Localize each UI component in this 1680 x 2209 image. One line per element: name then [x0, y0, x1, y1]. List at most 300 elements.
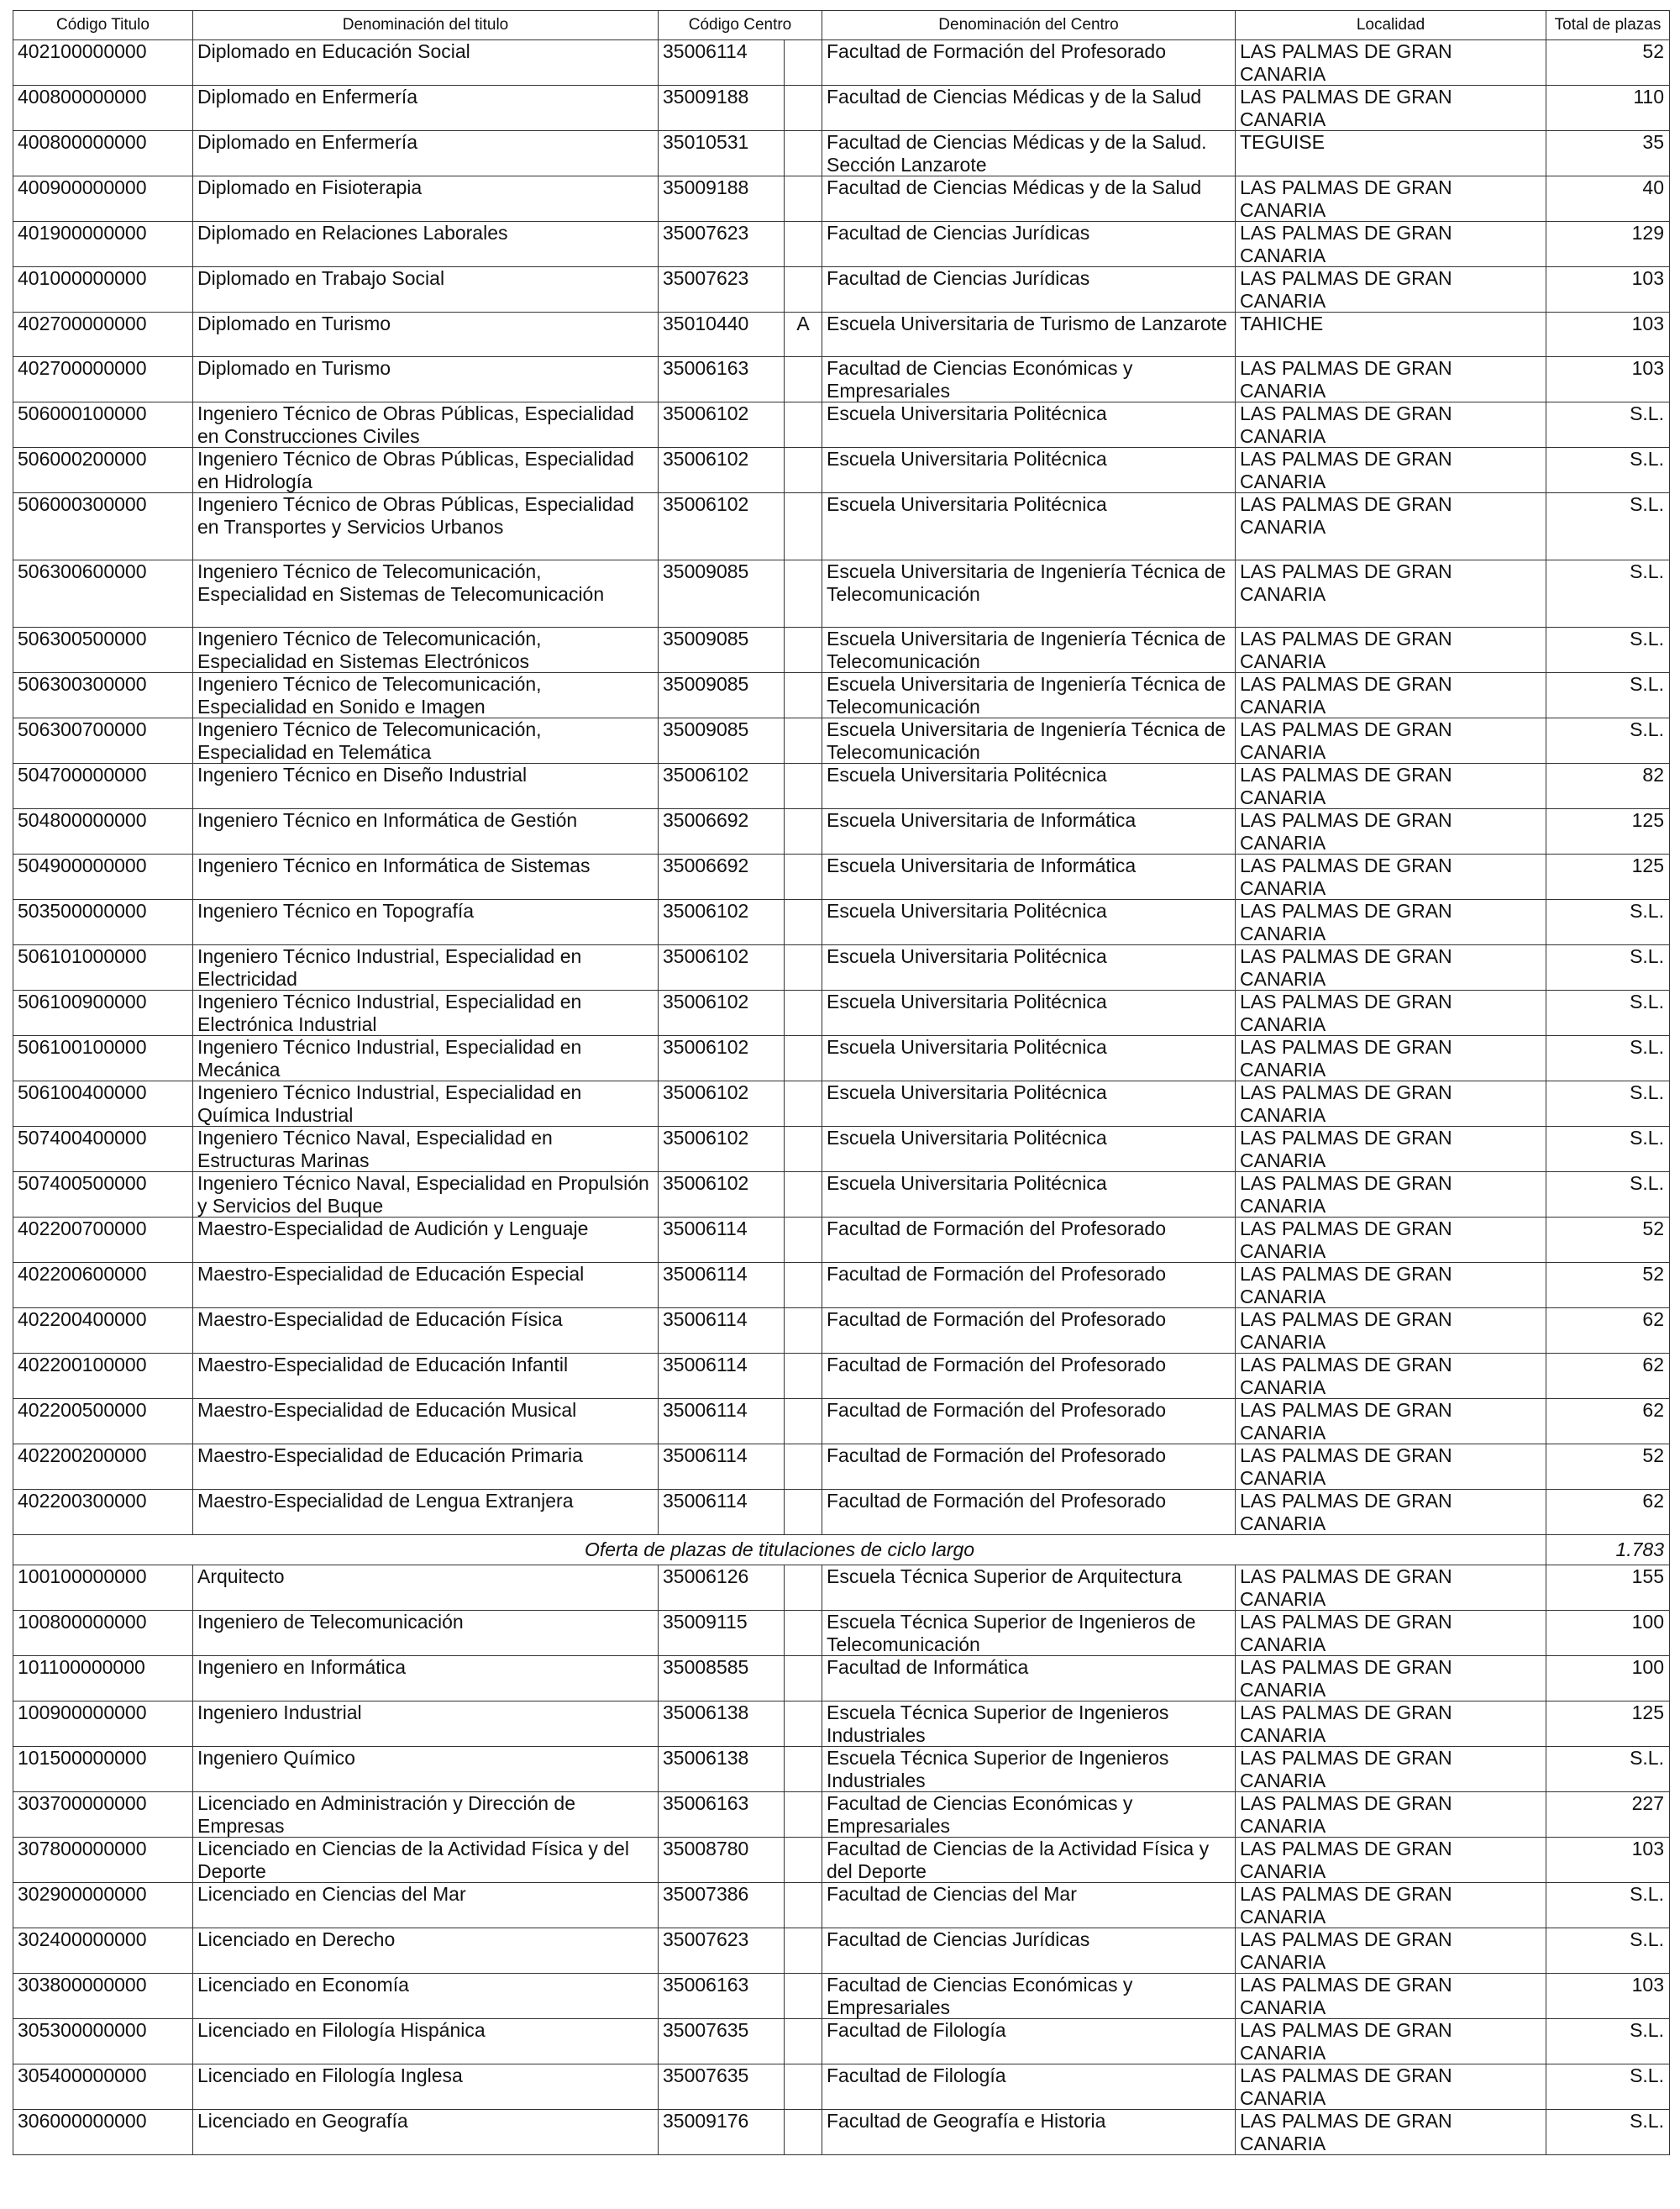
row-codigo-centro: 35009085 — [659, 718, 785, 764]
row-localidad: LAS PALMAS DE GRAN CANARIA — [1236, 1172, 1546, 1218]
row-total-plazas: 82 — [1546, 764, 1670, 809]
row-localidad: LAS PALMAS DE GRAN CANARIA — [1236, 1883, 1546, 1928]
row-codigo-titulo: 507400400000 — [13, 1127, 193, 1172]
row-localidad: LAS PALMAS DE GRAN CANARIA — [1236, 1974, 1546, 2019]
row-codigo-centro: 35006102 — [659, 900, 785, 945]
row-codigo-centro: 35009085 — [659, 673, 785, 718]
row-denominacion-titulo: Licenciado en Filología Hispánica — [193, 2019, 659, 2064]
row-codigo-centro: 35010440 — [659, 313, 785, 357]
table-row — [13, 2019, 1670, 2064]
row-denominacion-titulo: Ingeniero Técnico en Informática de Gestión — [193, 809, 659, 855]
row-localidad: LAS PALMAS DE GRAN CANARIA — [1236, 900, 1546, 945]
row-localidad: LAS PALMAS DE GRAN CANARIA — [1236, 1263, 1546, 1308]
row-codigo-centro: 35006114 — [659, 1354, 785, 1399]
row-denominacion-titulo: Ingeniero Técnico en Topografía — [193, 900, 659, 945]
table-row — [13, 40, 1670, 86]
row-codigo-titulo: 504700000000 — [13, 764, 193, 809]
row-localidad: LAS PALMAS DE GRAN CANARIA — [1236, 1656, 1546, 1701]
table-row — [13, 448, 1670, 493]
table-row — [13, 718, 1670, 764]
row-denominacion-titulo: Diplomado en Turismo — [193, 357, 659, 402]
row-total-plazas: S.L. — [1546, 402, 1670, 448]
row-centro-flag — [785, 1172, 822, 1218]
header-denominacion-centro: Denominación del Centro — [822, 11, 1236, 40]
row-denominacion-titulo: Licenciado en Geografía — [193, 2110, 659, 2155]
row-denominacion-centro: Facultad de Formación del Profesorado — [822, 1490, 1236, 1535]
row-denominacion-centro: Escuela Universitaria de Ingeniería Técnica de Telecomunicación — [822, 718, 1236, 764]
row-localidad: LAS PALMAS DE GRAN CANARIA — [1236, 222, 1546, 267]
row-denominacion-titulo: Ingeniero Técnico de Obras Públicas, Especialidad en Hidrología — [193, 448, 659, 493]
table-row — [13, 1565, 1670, 1611]
row-denominacion-centro: Escuela Universitaria Politécnica — [822, 1127, 1236, 1172]
table-row — [13, 900, 1670, 945]
row-centro-flag — [785, 267, 822, 313]
row-centro-flag — [785, 1883, 822, 1928]
row-localidad: LAS PALMAS DE GRAN CANARIA — [1236, 991, 1546, 1036]
subtotal-row — [13, 1535, 1670, 1565]
table-row — [13, 1928, 1670, 1974]
row-codigo-titulo: 506300600000 — [13, 560, 193, 628]
row-centro-flag — [785, 40, 822, 86]
header-denominacion-titulo: Denominación del titulo — [193, 11, 659, 40]
row-localidad: LAS PALMAS DE GRAN CANARIA — [1236, 855, 1546, 900]
row-centro-flag — [785, 2019, 822, 2064]
row-codigo-centro: 35006114 — [659, 1218, 785, 1263]
row-total-plazas: S.L. — [1546, 718, 1670, 764]
row-denominacion-centro: Escuela Universitaria Politécnica — [822, 1172, 1236, 1218]
row-total-plazas: S.L. — [1546, 1747, 1670, 1792]
row-denominacion-centro: Escuela Universitaria de Informática — [822, 809, 1236, 855]
table-row — [13, 1399, 1670, 1444]
row-denominacion-titulo: Ingeniero Químico — [193, 1747, 659, 1792]
row-total-plazas: 62 — [1546, 1308, 1670, 1354]
table-row — [13, 1218, 1670, 1263]
row-codigo-centro: 35009085 — [659, 628, 785, 673]
row-centro-flag — [785, 1036, 822, 1081]
row-codigo-titulo: 506000300000 — [13, 493, 193, 560]
row-codigo-titulo: 506300300000 — [13, 673, 193, 718]
table-row — [13, 1444, 1670, 1490]
row-denominacion-centro: Escuela Universitaria Politécnica — [822, 402, 1236, 448]
row-denominacion-centro: Escuela Universitaria Politécnica — [822, 493, 1236, 560]
table-row — [13, 2110, 1670, 2155]
row-codigo-centro: 35007623 — [659, 222, 785, 267]
row-total-plazas: 100 — [1546, 1656, 1670, 1701]
row-localidad: TAHICHE — [1236, 313, 1546, 357]
row-denominacion-titulo: Maestro-Especialidad de Educación Musical — [193, 1399, 659, 1444]
row-total-plazas: 100 — [1546, 1611, 1670, 1656]
table-row — [13, 1490, 1670, 1535]
row-codigo-titulo: 303800000000 — [13, 1974, 193, 2019]
row-denominacion-centro: Facultad de Formación del Profesorado — [822, 1218, 1236, 1263]
row-total-plazas: S.L. — [1546, 1081, 1670, 1127]
row-centro-flag — [785, 855, 822, 900]
row-denominacion-centro: Facultad de Ciencias Médicas y de la Salud — [822, 86, 1236, 131]
row-total-plazas: 125 — [1546, 1701, 1670, 1747]
table-row — [13, 1611, 1670, 1656]
row-codigo-centro: 35006102 — [659, 493, 785, 560]
row-total-plazas: 52 — [1546, 40, 1670, 86]
row-total-plazas: 103 — [1546, 1974, 1670, 2019]
plazas-table — [13, 10, 1670, 2155]
row-centro-flag — [785, 1792, 822, 1838]
row-centro-flag — [785, 673, 822, 718]
row-localidad: LAS PALMAS DE GRAN CANARIA — [1236, 176, 1546, 222]
row-codigo-centro: 35009188 — [659, 176, 785, 222]
table-row — [13, 1263, 1670, 1308]
row-codigo-centro: 35007635 — [659, 2019, 785, 2064]
row-codigo-titulo: 402700000000 — [13, 357, 193, 402]
row-codigo-centro: 35006114 — [659, 40, 785, 86]
row-denominacion-centro: Escuela Universitaria Politécnica — [822, 900, 1236, 945]
row-centro-flag — [785, 448, 822, 493]
row-localidad: LAS PALMAS DE GRAN CANARIA — [1236, 628, 1546, 673]
table-row — [13, 560, 1670, 628]
row-codigo-titulo: 402200200000 — [13, 1444, 193, 1490]
row-denominacion-centro: Escuela Técnica Superior de Ingenieros Industriales — [822, 1701, 1236, 1747]
row-localidad: LAS PALMAS DE GRAN CANARIA — [1236, 2064, 1546, 2110]
row-denominacion-centro: Facultad de Ciencias Médicas y de la Salud — [822, 176, 1236, 222]
row-denominacion-centro: Facultad de Formación del Profesorado — [822, 1263, 1236, 1308]
row-denominacion-titulo: Diplomado en Educación Social — [193, 40, 659, 86]
row-localidad: LAS PALMAS DE GRAN CANARIA — [1236, 1354, 1546, 1399]
row-centro-flag — [785, 1838, 822, 1883]
row-codigo-centro: 35006163 — [659, 1792, 785, 1838]
row-centro-flag — [785, 809, 822, 855]
row-denominacion-centro: Escuela Universitaria Politécnica — [822, 448, 1236, 493]
row-centro-flag — [785, 1081, 822, 1127]
row-codigo-centro: 35006114 — [659, 1308, 785, 1354]
table-row — [13, 402, 1670, 448]
row-total-plazas: 62 — [1546, 1354, 1670, 1399]
row-localidad: LAS PALMAS DE GRAN CANARIA — [1236, 1218, 1546, 1263]
row-total-plazas: 103 — [1546, 267, 1670, 313]
row-localidad: LAS PALMAS DE GRAN CANARIA — [1236, 2019, 1546, 2064]
row-denominacion-titulo: Arquitecto — [193, 1565, 659, 1611]
row-denominacion-titulo: Diplomado en Trabajo Social — [193, 267, 659, 313]
row-denominacion-titulo: Ingeniero Técnico de Telecomunicación, Especialidad en Telemática — [193, 718, 659, 764]
table-row — [13, 1656, 1670, 1701]
row-total-plazas: 155 — [1546, 1565, 1670, 1611]
row-denominacion-titulo: Licenciado en Filología Inglesa — [193, 2064, 659, 2110]
header-codigo-titulo: Código Titulo — [13, 11, 193, 40]
row-localidad: LAS PALMAS DE GRAN CANARIA — [1236, 1838, 1546, 1883]
row-denominacion-centro: Escuela Universitaria Politécnica — [822, 1036, 1236, 1081]
table-row — [13, 1308, 1670, 1354]
row-codigo-titulo: 402200400000 — [13, 1308, 193, 1354]
row-denominacion-centro: Facultad de Ciencias Jurídicas — [822, 1928, 1236, 1974]
row-centro-flag — [785, 1308, 822, 1354]
row-centro-flag — [785, 1263, 822, 1308]
row-denominacion-centro: Facultad de Ciencias del Mar — [822, 1883, 1236, 1928]
row-total-plazas: 62 — [1546, 1399, 1670, 1444]
row-denominacion-titulo: Ingeniero Técnico de Telecomunicación, Especialidad en Sistemas de Telecomunicación — [193, 560, 659, 628]
row-denominacion-centro: Escuela Universitaria de Turismo de Lanzarote — [822, 313, 1236, 357]
row-codigo-centro: 35006114 — [659, 1263, 785, 1308]
row-localidad: LAS PALMAS DE GRAN CANARIA — [1236, 86, 1546, 131]
row-localidad: LAS PALMAS DE GRAN CANARIA — [1236, 1127, 1546, 1172]
row-denominacion-titulo: Ingeniero Técnico de Telecomunicación, Especialidad en Sonido e Imagen — [193, 673, 659, 718]
row-denominacion-titulo: Diplomado en Fisioterapia — [193, 176, 659, 222]
row-codigo-titulo: 504900000000 — [13, 855, 193, 900]
row-denominacion-centro: Facultad de Formación del Profesorado — [822, 1354, 1236, 1399]
table-row — [13, 1701, 1670, 1747]
header-total-plazas: Total de plazas — [1546, 11, 1670, 40]
row-denominacion-centro: Facultad de Filología — [822, 2064, 1236, 2110]
row-total-plazas: 125 — [1546, 855, 1670, 900]
row-denominacion-centro: Escuela Universitaria de Informática — [822, 855, 1236, 900]
row-codigo-titulo: 507400500000 — [13, 1172, 193, 1218]
row-total-plazas: 129 — [1546, 222, 1670, 267]
table-row — [13, 493, 1670, 560]
row-centro-flag — [785, 1127, 822, 1172]
row-total-plazas: 52 — [1546, 1444, 1670, 1490]
table-row — [13, 86, 1670, 131]
row-localidad: LAS PALMAS DE GRAN CANARIA — [1236, 1565, 1546, 1611]
table-row — [13, 1883, 1670, 1928]
row-localidad: LAS PALMAS DE GRAN CANARIA — [1236, 718, 1546, 764]
row-localidad: LAS PALMAS DE GRAN CANARIA — [1236, 945, 1546, 991]
row-codigo-centro: 35006126 — [659, 1565, 785, 1611]
row-total-plazas: 52 — [1546, 1218, 1670, 1263]
row-codigo-centro: 35007635 — [659, 2064, 785, 2110]
row-centro-flag — [785, 1218, 822, 1263]
row-codigo-titulo: 506100900000 — [13, 991, 193, 1036]
row-total-plazas: S.L. — [1546, 1928, 1670, 1974]
row-centro-flag — [785, 1611, 822, 1656]
row-denominacion-centro: Escuela Universitaria de Ingeniería Técnica de Telecomunicación — [822, 560, 1236, 628]
row-centro-flag — [785, 1354, 822, 1399]
row-codigo-centro: 35009176 — [659, 2110, 785, 2155]
table-row — [13, 945, 1670, 991]
subtotal-label: Oferta de plazas de titulaciones de ciclo largo — [13, 1535, 1546, 1565]
row-codigo-titulo: 506000100000 — [13, 402, 193, 448]
row-codigo-centro: 35009085 — [659, 560, 785, 628]
row-denominacion-titulo: Licenciado en Economía — [193, 1974, 659, 2019]
row-centro-flag — [785, 86, 822, 131]
table-row — [13, 131, 1670, 176]
row-localidad: LAS PALMAS DE GRAN CANARIA — [1236, 764, 1546, 809]
row-codigo-centro: 35006102 — [659, 764, 785, 809]
row-codigo-titulo: 305300000000 — [13, 2019, 193, 2064]
row-total-plazas: S.L. — [1546, 1127, 1670, 1172]
table-row — [13, 1036, 1670, 1081]
row-codigo-titulo: 101500000000 — [13, 1747, 193, 1792]
row-localidad: LAS PALMAS DE GRAN CANARIA — [1236, 2110, 1546, 2155]
row-denominacion-titulo: Ingeniero Industrial — [193, 1701, 659, 1747]
row-denominacion-centro: Facultad de Formación del Profesorado — [822, 1444, 1236, 1490]
row-localidad: LAS PALMAS DE GRAN CANARIA — [1236, 40, 1546, 86]
row-localidad: TEGUISE — [1236, 131, 1546, 176]
row-total-plazas: S.L. — [1546, 1883, 1670, 1928]
row-localidad: LAS PALMAS DE GRAN CANARIA — [1236, 560, 1546, 628]
row-denominacion-titulo: Licenciado en Ciencias del Mar — [193, 1883, 659, 1928]
row-denominacion-titulo: Ingeniero Técnico de Obras Públicas, Especialidad en Construcciones Civiles — [193, 402, 659, 448]
row-denominacion-centro: Escuela Universitaria Politécnica — [822, 991, 1236, 1036]
row-codigo-titulo: 402200600000 — [13, 1263, 193, 1308]
row-denominacion-titulo: Ingeniero Técnico Naval, Especialidad en Estructuras Marinas — [193, 1127, 659, 1172]
row-codigo-titulo: 303700000000 — [13, 1792, 193, 1838]
row-denominacion-centro: Escuela Universitaria Politécnica — [822, 764, 1236, 809]
row-codigo-titulo: 100800000000 — [13, 1611, 193, 1656]
table-row — [13, 1838, 1670, 1883]
row-codigo-titulo: 307800000000 — [13, 1838, 193, 1883]
row-codigo-titulo: 506100400000 — [13, 1081, 193, 1127]
row-denominacion-centro: Facultad de Formación del Profesorado — [822, 1308, 1236, 1354]
table-row — [13, 1081, 1670, 1127]
row-centro-flag — [785, 222, 822, 267]
row-total-plazas: S.L. — [1546, 2110, 1670, 2155]
row-denominacion-titulo: Ingeniero en Informática — [193, 1656, 659, 1701]
row-total-plazas: 110 — [1546, 86, 1670, 131]
table-row — [13, 1974, 1670, 2019]
row-codigo-titulo: 402100000000 — [13, 40, 193, 86]
row-codigo-titulo: 402200100000 — [13, 1354, 193, 1399]
row-denominacion-centro: Escuela Universitaria Politécnica — [822, 945, 1236, 991]
row-denominacion-centro: Facultad de Ciencias Jurídicas — [822, 267, 1236, 313]
table-row — [13, 764, 1670, 809]
row-centro-flag — [785, 764, 822, 809]
row-total-plazas: 125 — [1546, 809, 1670, 855]
table-row — [13, 1172, 1670, 1218]
row-codigo-centro: 35006102 — [659, 1081, 785, 1127]
row-centro-flag — [785, 1701, 822, 1747]
row-codigo-titulo: 305400000000 — [13, 2064, 193, 2110]
row-codigo-centro: 35006114 — [659, 1490, 785, 1535]
row-localidad: LAS PALMAS DE GRAN CANARIA — [1236, 1081, 1546, 1127]
row-denominacion-titulo: Ingeniero Técnico Naval, Especialidad en Propulsión y Servicios del Buque — [193, 1172, 659, 1218]
row-denominacion-centro: Escuela Técnica Superior de Ingenieros de Telecomunicación — [822, 1611, 1236, 1656]
row-codigo-centro: 35006102 — [659, 991, 785, 1036]
row-total-plazas: S.L. — [1546, 560, 1670, 628]
row-centro-flag — [785, 2064, 822, 2110]
row-localidad: LAS PALMAS DE GRAN CANARIA — [1236, 1490, 1546, 1535]
row-denominacion-titulo: Diplomado en Relaciones Laborales — [193, 222, 659, 267]
row-codigo-centro: 35006692 — [659, 809, 785, 855]
row-localidad: LAS PALMAS DE GRAN CANARIA — [1236, 1036, 1546, 1081]
row-total-plazas: S.L. — [1546, 1172, 1670, 1218]
row-codigo-titulo: 503500000000 — [13, 900, 193, 945]
row-total-plazas: S.L. — [1546, 991, 1670, 1036]
row-denominacion-titulo: Maestro-Especialidad de Educación Especial — [193, 1263, 659, 1308]
row-codigo-titulo: 506300700000 — [13, 718, 193, 764]
row-localidad: LAS PALMAS DE GRAN CANARIA — [1236, 809, 1546, 855]
row-total-plazas: S.L. — [1546, 2019, 1670, 2064]
document-page — [13, 10, 1669, 2155]
row-denominacion-centro: Facultad de Ciencias Jurídicas — [822, 222, 1236, 267]
row-codigo-centro: 35008585 — [659, 1656, 785, 1701]
row-codigo-centro: 35008780 — [659, 1838, 785, 1883]
row-codigo-titulo: 402200300000 — [13, 1490, 193, 1535]
row-codigo-titulo: 401000000000 — [13, 267, 193, 313]
row-codigo-titulo: 506101000000 — [13, 945, 193, 991]
table-row — [13, 313, 1670, 357]
row-centro-flag — [785, 718, 822, 764]
row-codigo-centro: 35009188 — [659, 86, 785, 131]
row-codigo-centro: 35006102 — [659, 1127, 785, 1172]
row-denominacion-centro: Facultad de Geografía e Historia — [822, 2110, 1236, 2155]
row-denominacion-titulo: Maestro-Especialidad de Educación Física — [193, 1308, 659, 1354]
table-row — [13, 855, 1670, 900]
row-total-plazas: S.L. — [1546, 945, 1670, 991]
row-codigo-titulo: 506300500000 — [13, 628, 193, 673]
row-denominacion-titulo: Ingeniero Técnico de Obras Públicas, Especialidad en Transportes y Servicios Urbanos — [193, 493, 659, 560]
subtotal-value: 1.783 — [1546, 1535, 1670, 1565]
row-localidad: LAS PALMAS DE GRAN CANARIA — [1236, 1444, 1546, 1490]
row-codigo-centro: 35006692 — [659, 855, 785, 900]
row-denominacion-centro: Facultad de Ciencias Económicas y Empresariales — [822, 1974, 1236, 2019]
row-codigo-titulo: 402200700000 — [13, 1218, 193, 1263]
row-total-plazas: S.L. — [1546, 628, 1670, 673]
row-codigo-titulo: 506100100000 — [13, 1036, 193, 1081]
row-centro-flag — [785, 560, 822, 628]
row-centro-flag — [785, 1399, 822, 1444]
row-localidad: LAS PALMAS DE GRAN CANARIA — [1236, 1792, 1546, 1838]
row-denominacion-titulo: Licenciado en Ciencias de la Actividad Física y del Deporte — [193, 1838, 659, 1883]
row-denominacion-centro: Escuela Universitaria de Ingeniería Técnica de Telecomunicación — [822, 673, 1236, 718]
row-centro-flag — [785, 1928, 822, 1974]
row-denominacion-centro: Escuela Universitaria Politécnica — [822, 1081, 1236, 1127]
row-localidad: LAS PALMAS DE GRAN CANARIA — [1236, 493, 1546, 560]
row-denominacion-titulo: Maestro-Especialidad de Audición y Lenguaje — [193, 1218, 659, 1263]
row-codigo-titulo: 306000000000 — [13, 2110, 193, 2155]
row-centro-flag — [785, 1490, 822, 1535]
table-row — [13, 176, 1670, 222]
row-localidad: LAS PALMAS DE GRAN CANARIA — [1236, 267, 1546, 313]
row-total-plazas: 35 — [1546, 131, 1670, 176]
row-codigo-centro: 35006102 — [659, 448, 785, 493]
row-total-plazas: 40 — [1546, 176, 1670, 222]
row-codigo-titulo: 100100000000 — [13, 1565, 193, 1611]
row-total-plazas: S.L. — [1546, 448, 1670, 493]
row-centro-flag — [785, 357, 822, 402]
row-total-plazas: 52 — [1546, 1263, 1670, 1308]
row-localidad: LAS PALMAS DE GRAN CANARIA — [1236, 402, 1546, 448]
row-localidad: LAS PALMAS DE GRAN CANARIA — [1236, 1928, 1546, 1974]
row-denominacion-centro: Facultad de Ciencias Económicas y Empresariales — [822, 357, 1236, 402]
row-codigo-centro: 35006138 — [659, 1747, 785, 1792]
row-codigo-titulo: 100900000000 — [13, 1701, 193, 1747]
row-codigo-centro: 35006102 — [659, 945, 785, 991]
row-codigo-centro: 35006163 — [659, 357, 785, 402]
row-denominacion-titulo: Ingeniero Técnico de Telecomunicación, Especialidad en Sistemas Electrónicos — [193, 628, 659, 673]
row-localidad: LAS PALMAS DE GRAN CANARIA — [1236, 1701, 1546, 1747]
row-denominacion-centro: Escuela Técnica Superior de Arquitectura — [822, 1565, 1236, 1611]
row-codigo-titulo: 504800000000 — [13, 809, 193, 855]
row-localidad: LAS PALMAS DE GRAN CANARIA — [1236, 357, 1546, 402]
table-row — [13, 2064, 1670, 2110]
row-codigo-centro: 35007623 — [659, 267, 785, 313]
row-centro-flag — [785, 2110, 822, 2155]
row-total-plazas: 103 — [1546, 313, 1670, 357]
row-denominacion-centro: Escuela Técnica Superior de Ingenieros Industriales — [822, 1747, 1236, 1792]
row-total-plazas: 103 — [1546, 357, 1670, 402]
row-total-plazas: 227 — [1546, 1792, 1670, 1838]
row-centro-flag — [785, 131, 822, 176]
row-denominacion-titulo: Maestro-Especialidad de Educación Infantil — [193, 1354, 659, 1399]
row-localidad: LAS PALMAS DE GRAN CANARIA — [1236, 1747, 1546, 1792]
row-centro-flag — [785, 991, 822, 1036]
row-denominacion-titulo: Diplomado en Turismo — [193, 313, 659, 357]
row-denominacion-titulo: Ingeniero Técnico Industrial, Especialidad en Mecánica — [193, 1036, 659, 1081]
row-denominacion-titulo: Ingeniero Técnico Industrial, Especialidad en Electrónica Industrial — [193, 991, 659, 1036]
row-codigo-titulo: 400900000000 — [13, 176, 193, 222]
row-codigo-titulo: 402200500000 — [13, 1399, 193, 1444]
row-denominacion-titulo: Ingeniero Técnico en Diseño Industrial — [193, 764, 659, 809]
table-row — [13, 1127, 1670, 1172]
row-centro-flag — [785, 493, 822, 560]
row-denominacion-centro: Facultad de Ciencias Económicas y Empresariales — [822, 1792, 1236, 1838]
